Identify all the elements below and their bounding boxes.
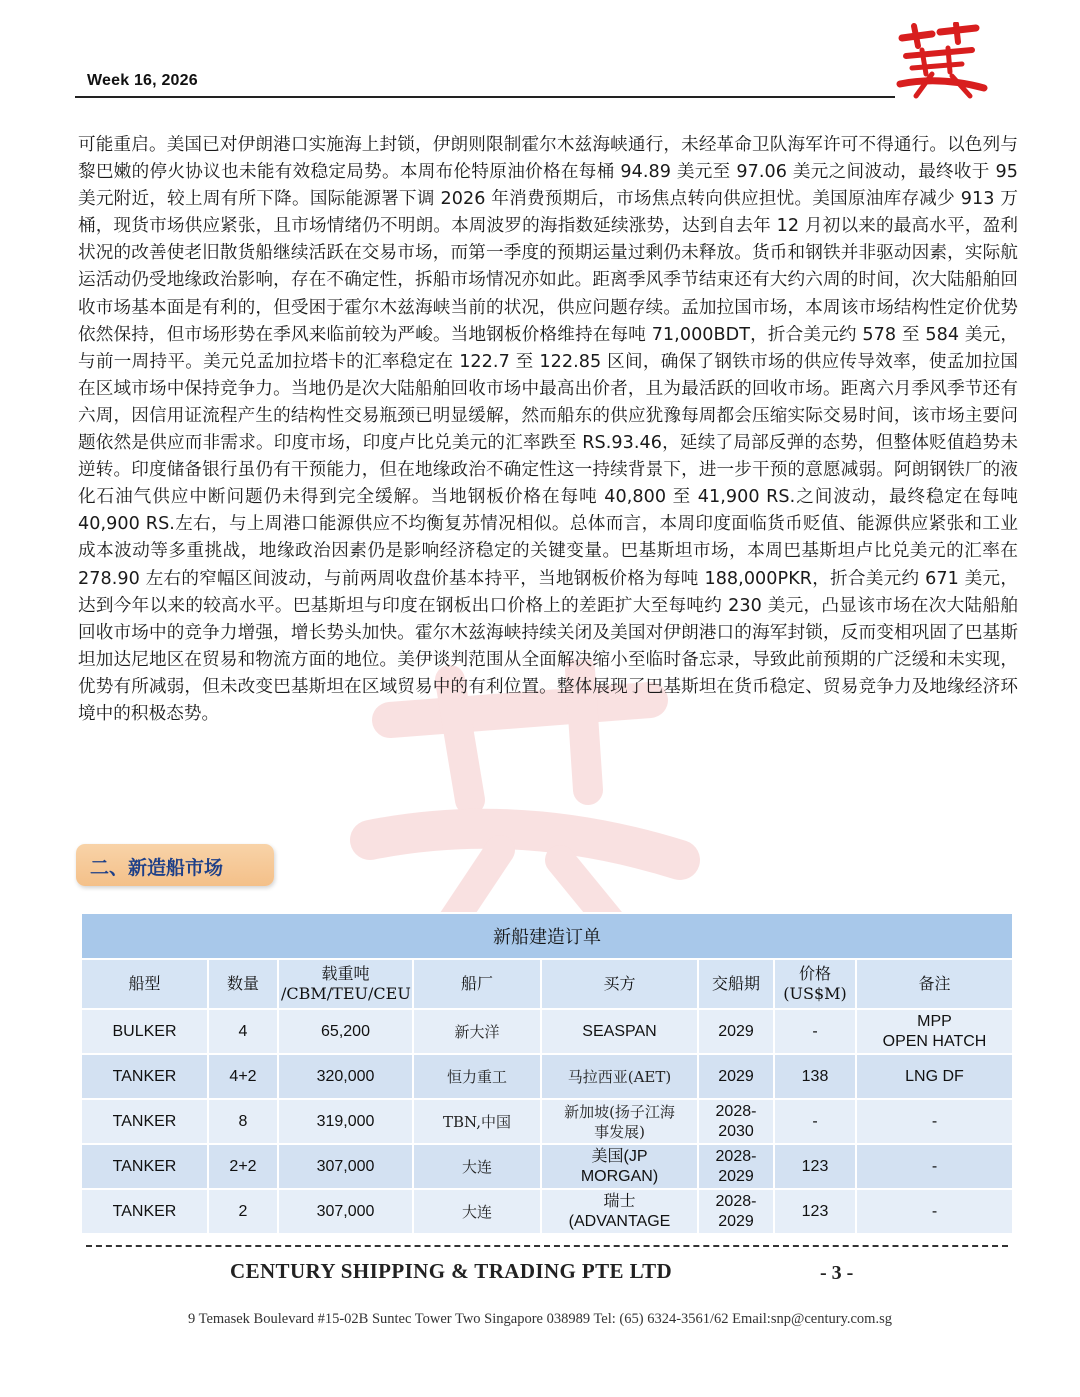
cell-delivery-line2: 2029: [718, 1167, 754, 1185]
table-header-row: [81, 959, 1013, 1009]
footer-divider: [86, 1245, 1008, 1247]
header-ship-type: 船型: [81, 959, 208, 1009]
header-deadweight: [278, 959, 413, 1009]
market-report-paragraph: 可能重启。美国已对伊朗港口实施海上封锁，伊朗则限制霍尔木兹海峡通行，未经革命卫队海军许可不得通行。以色列与黎巴嫩的停火协议也未能有效稳定局势。本周布伦特原油价格在每桶 94.89 美元至 97.06 美元之间波动，最终收于 95 美元附近，较上周有所下降。国际能源署下调 2026 年消费预期后，市场焦点转向供应担忧。美国原油库存减少 913 万桶，现货市场供应紧张，且市场情绪仍不明朗。本周波罗的海指数延续涨势，达到自去年 12 月初以来的最高水平，盈利状况的改善使老旧散货船继续活跃在交易市场，而第一季度的预期运量过剩仍未释放。货币和钢铁并非驱动因素，实际航运活动仍受地缘政治影响，存在不确定性，拆船市场情况亦如此。距离季风季节结束还有大约六周的时间，次大陆船舶回收市场基本面是有利的，但受困于霍尔木兹海峡当前的状况，供应问题存续。孟加拉国市场，本周该市场结构性定价优势依然保持，但市场形势在季风来临前较为严峻。当地钢板价格维持在每吨 71,000BDT，折合美元约 578 至 584 美元，与前一周持平。美元兑孟加拉塔卡的汇率稳定在 122.7 至 122.85 区间，确保了钢铁市场的供应传导效率，使孟加拉国在区域市场中保持竞争力。当地仍是次大陆船舶回收市场中最高出价者，且为最活跃的回收市场。距离六月季风季节还有六周，因信用证流程产生的结构性交易瓶颈已明显缓解，然而船东的供应犹豫每周都会压缩实际交易时间，该市场主要问题依然是供应而非需求。印度市场，印度卢比兑美元的汇率跌至 RS.93.46，延续了局部反弹的态势，但整体贬值趋势未逆转。印度储备银行虽仍有干预能力，但在地缘政治不确定性这一持续背景下，进一步干预的意愿减弱。阿朗钢铁厂的液化石油气供应中断问题仍未得到完全缓解。当地钢板价格在每吨 40,800 至 41,900 RS.之间波动，最终稳定在每吨 40,900 RS.左右，与上周港口能源供应不均衡复苏情况相似。总体而言，本周印度面临货币贬值、能源供应紧张和工业成本波动等多重挑战，地缘政治因素仍是影响经济稳定的关键变量。巴基斯坦市场，本周巴基斯坦卢比兑美元的汇率在 278.90 左右的窄幅区间波动，与前两周收盘价基本持平，当地钢板价格为每吨 188,000PKR，折合美元约 671 美元，达到今年以来的较高水平。巴基斯坦与印度在钢板出口价格上的差距扩大至每吨约 230 美元，凸显该市场在次大陆船舶回收市场中的竞争力增强，增长势头加快。霍尔木兹海峡持续关闭及美国对伊朗港口的海军封锁，反而变相巩固了巴基斯坦加达尼地区在贸易和物流方面的地位。美伊谈判范围从全面解决缩小至临时备忘录，导致此前预期的广泛缓和未实现，优势有所减弱，但未改变巴基斯坦在区域贸易中的有利位置。整体展现了巴基斯坦在货币稳定、贸易竞争力及地缘经济环境中的积极态势。: [78, 135, 1018, 724]
cell-remarks-line1: LNG DF: [905, 1067, 964, 1085]
cell-price: 123: [774, 1144, 856, 1189]
header-buyer: 买方: [541, 959, 698, 1009]
cell-remarks-line1: -: [931, 1112, 938, 1130]
cell-price: -: [774, 1009, 856, 1054]
cell-shipyard: 恒力重工: [413, 1054, 541, 1099]
cell-quantity: 8: [208, 1099, 278, 1144]
cell-deadweight: 319,000: [278, 1099, 413, 1144]
cell-delivery: [698, 1054, 774, 1099]
header-remarks: 备注: [856, 959, 1013, 1009]
cell-buyer-line1: 马拉西亚(AET): [567, 1067, 672, 1086]
cell-buyer: [541, 1099, 698, 1144]
table-row: [81, 1189, 1013, 1234]
section-title-newbuilding: [76, 844, 274, 886]
header-price-line2: (US$M): [783, 984, 847, 1003]
cell-buyer-line2: (ADVANTAGE: [568, 1212, 671, 1230]
cell-delivery-line2: 2029: [718, 1212, 754, 1230]
page-number: - 3 -: [820, 1262, 854, 1284]
cell-ship-type: TANKER: [81, 1189, 208, 1234]
cell-delivery: [698, 1009, 774, 1054]
cell-price: -: [774, 1099, 856, 1144]
cell-buyer-line2: 事发展): [594, 1122, 645, 1141]
cell-buyer-line1: 新加坡(扬子江海: [564, 1102, 675, 1121]
cell-shipyard: 新大洋: [413, 1009, 541, 1054]
cell-deadweight: 307,000: [278, 1189, 413, 1234]
cell-ship-type: BULKER: [81, 1009, 208, 1054]
cell-deadweight: 65,200: [278, 1009, 413, 1054]
header-deadweight-line2: /CBM/TEU/CEU: [281, 984, 411, 1003]
header-price: [774, 959, 856, 1009]
table-row: [81, 1009, 1013, 1054]
header-quantity: 数量: [208, 959, 278, 1009]
footer-address: 9 Temasek Boulevard #15-02B Suntec Tower Two Singapore 038989 Tel: (65) 6324-3561/62 Email:snp@century.com.sg: [188, 1311, 892, 1327]
cell-quantity: 4+2: [208, 1054, 278, 1099]
cell-buyer: [541, 1189, 698, 1234]
cell-shipyard: 大连: [413, 1189, 541, 1234]
footer-company-name: CENTURY SHIPPING & TRADING PTE LTD: [230, 1259, 673, 1283]
cell-remarks: [856, 1099, 1013, 1144]
cell-remarks: [856, 1144, 1013, 1189]
header-deadweight-line1: 载重吨: [321, 964, 370, 983]
cell-buyer: [541, 1009, 698, 1054]
cell-ship-type: TANKER: [81, 1099, 208, 1144]
cell-remarks-line1: MPP: [917, 1012, 952, 1030]
cell-remarks: [856, 1009, 1013, 1054]
section-title-text: 二、新造船市场: [90, 857, 224, 879]
cell-quantity: 2+2: [208, 1144, 278, 1189]
cell-deadweight: 320,000: [278, 1054, 413, 1099]
header-delivery: 交船期: [698, 959, 774, 1009]
cell-shipyard: 大连: [413, 1144, 541, 1189]
cell-delivery-line1: 2029: [718, 1022, 754, 1040]
table-row: [81, 1144, 1013, 1189]
red-calligraphy-logo-icon: [892, 22, 988, 100]
cell-quantity: 2: [208, 1189, 278, 1234]
cell-remarks-line1: -: [931, 1157, 938, 1175]
page-header: [75, 60, 895, 98]
cell-ship-type: TANKER: [81, 1054, 208, 1099]
cell-shipyard: TBN,中国: [413, 1099, 541, 1144]
cell-remarks-line1: -: [931, 1202, 938, 1220]
cell-delivery-line1: 2028-: [715, 1102, 757, 1120]
cell-buyer-line2: MORGAN): [580, 1167, 659, 1185]
table-row: [81, 1099, 1013, 1144]
cell-buyer: [541, 1144, 698, 1189]
cell-delivery-line1: 2028-: [715, 1192, 757, 1210]
cell-buyer-line1: 瑞士: [603, 1192, 636, 1210]
table-row: [81, 1054, 1013, 1099]
cell-delivery-line2: 2030: [718, 1122, 754, 1140]
cell-ship-type: TANKER: [81, 1144, 208, 1189]
cell-buyer-line1: SEASPAN: [582, 1022, 657, 1040]
week-label: Week 16, 2026: [87, 72, 198, 89]
cell-buyer-line1: 美国(JP: [591, 1147, 648, 1165]
cell-delivery: [698, 1099, 774, 1144]
cell-delivery-line1: 2029: [718, 1067, 754, 1085]
cell-remarks: [856, 1189, 1013, 1234]
header-price-line1: 价格: [798, 964, 831, 983]
cell-buyer: [541, 1054, 698, 1099]
cell-price: 138: [774, 1054, 856, 1099]
cell-remarks-line2: OPEN HATCH: [882, 1032, 987, 1050]
cell-deadweight: 307,000: [278, 1144, 413, 1189]
cell-price: 123: [774, 1189, 856, 1234]
cell-delivery: [698, 1189, 774, 1234]
table-caption: 新船建造订单: [81, 913, 1013, 959]
cell-delivery: [698, 1144, 774, 1189]
cell-quantity: 4: [208, 1009, 278, 1054]
cell-remarks: [856, 1054, 1013, 1099]
newbuilding-orders-table: [80, 912, 1014, 1235]
cell-delivery-line1: 2028-: [715, 1147, 757, 1165]
header-shipyard: 船厂: [413, 959, 541, 1009]
